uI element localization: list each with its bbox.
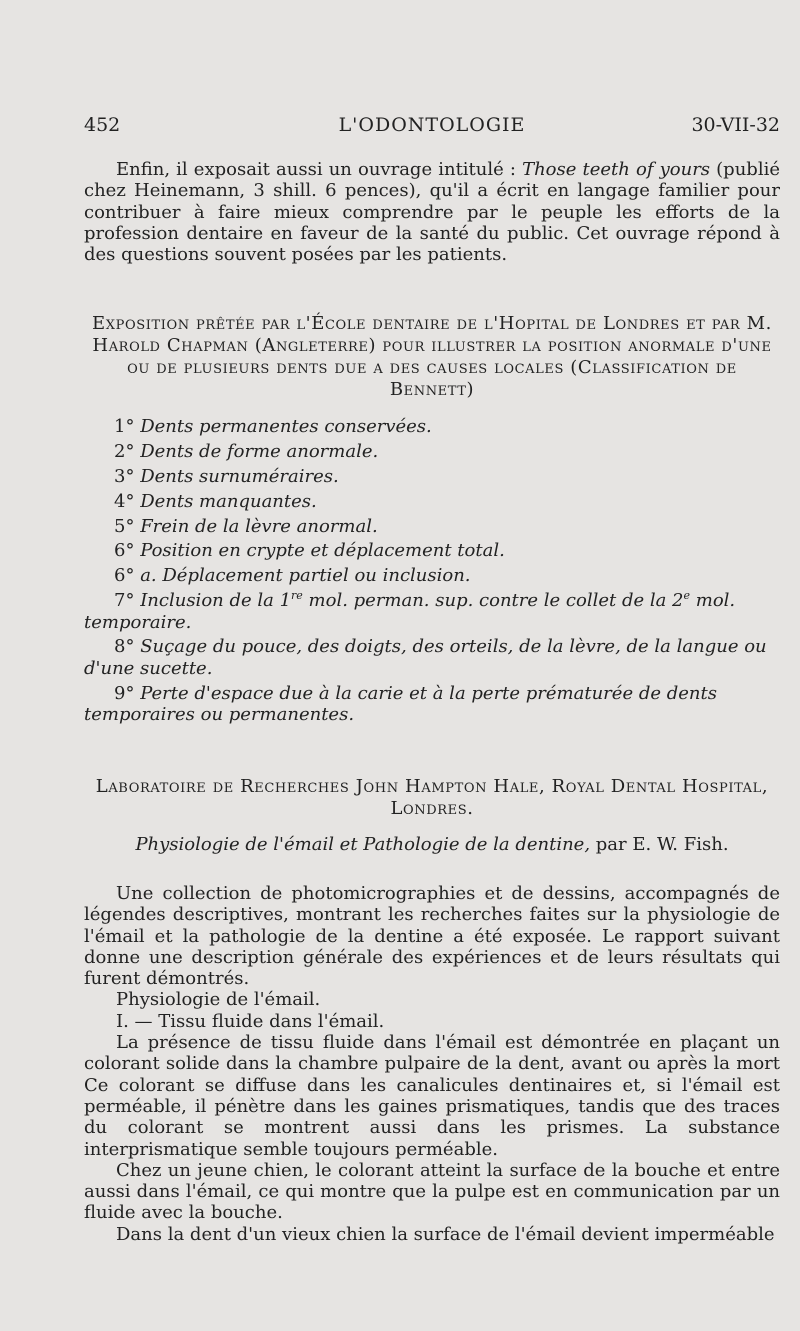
paragraph: Chez un jeune chien, le colorant atteint la surface de la bouche et entre aussi dans l'émail, ce qui montre que la pulpe est en communication par un fluide avec la bouche. [84, 1159, 780, 1224]
paragraph: I. — Tissu fluide dans l'émail. [116, 1010, 385, 1032]
list-item: 9° Perte d'espace due à la carie et à la perte prématurée de dents temporaires ou permanentes. [84, 682, 717, 725]
list-item: 3° Dents surnuméraires. [114, 465, 339, 487]
classification-list [84, 416, 780, 729]
list-item: 1° Dents permanentes conservées. [114, 416, 432, 437]
page-header [84, 114, 780, 140]
section-heading-exposition: Exposition prêtée par l'École dentaire de l'Hopital de Londres et par M. Harold Chapman (Angleterre) pour illustrer la position anormale d'une ou de plusieurs dents due a des causes locales (Classification de Bennett) [92, 313, 772, 400]
list-item: 4° Dents manquantes. [114, 490, 317, 512]
running-title: L'ODONTOLOGIE [338, 114, 526, 136]
section-heading-laboratoire: Laboratoire de Recherches John Hampton Hale, Royal Dental Hospital, Londres. [95, 776, 769, 819]
body-text [84, 883, 780, 1245]
paragraph: Physiologie de l'émail. [116, 989, 321, 1011]
book-title: Those teeth of yours [522, 159, 711, 180]
paragraph: Une collection de photomicrographies et de dessins, accompagnés de légendes descriptives, montrant les recherches faites sur la physiologie de l'émail et la pathologie de la dentine a été exposée. Le rapport suivant donne une description générale des expériences et de leurs résultats qui furent démontrés. [84, 883, 780, 990]
list-item: 6° a. Déplacement partiel ou inclusion. [114, 565, 471, 587]
list-item: 8° Suçage du pouce, des doigts, des orteils, de la lèvre, de la langue ou d'une sucette. [84, 636, 767, 679]
list-item: 7° Inclusion de la 1re mol. perman. sup. contre le collet de la 2e mol. temporaire. [84, 589, 736, 633]
list-item: 2° Dents de forme anormale. [114, 440, 379, 462]
intro-paragraph: Enfin, il exposait aussi un ouvrage intitulé : Those teeth of yours (publié chez Heinemann, 3 shill. 6 pences), qu'il a écrit en langage familier pour contribuer à faire mieux comprendre par le peuple les efforts de la profession dentaire en faveur de la santé du public. Cet ouvrage répond à des questions souvent posées par les patients. [84, 159, 780, 266]
paragraph: La présence de tissu fluide dans l'émail est démontrée en plaçant un colorant solide dans la chambre pulpaire de la dent, avant ou après la mort Ce colorant se diffuse dans les canalicules dentinaires et, si l'émail est perméable, il pénètre dans les gaines prismatiques, tandis que des traces du colorant se montrent aussi dans les prismes. La substance interprismatique semble toujours perméable. [84, 1032, 780, 1160]
section-subtitle: Physiologie de l'émail et Pathologie de la dentine, par E. W. Fish. [135, 834, 729, 855]
paragraph: Dans la dent d'un vieux chien la surface de l'émail devient imperméable [116, 1223, 775, 1245]
page-number: 452 [84, 114, 121, 136]
issue-date: 30-VII-32 [691, 114, 780, 136]
list-item: 5° Frein de la lèvre anormal. [114, 515, 378, 537]
list-item: 6° Position en crypte et déplacement total. [114, 540, 505, 562]
